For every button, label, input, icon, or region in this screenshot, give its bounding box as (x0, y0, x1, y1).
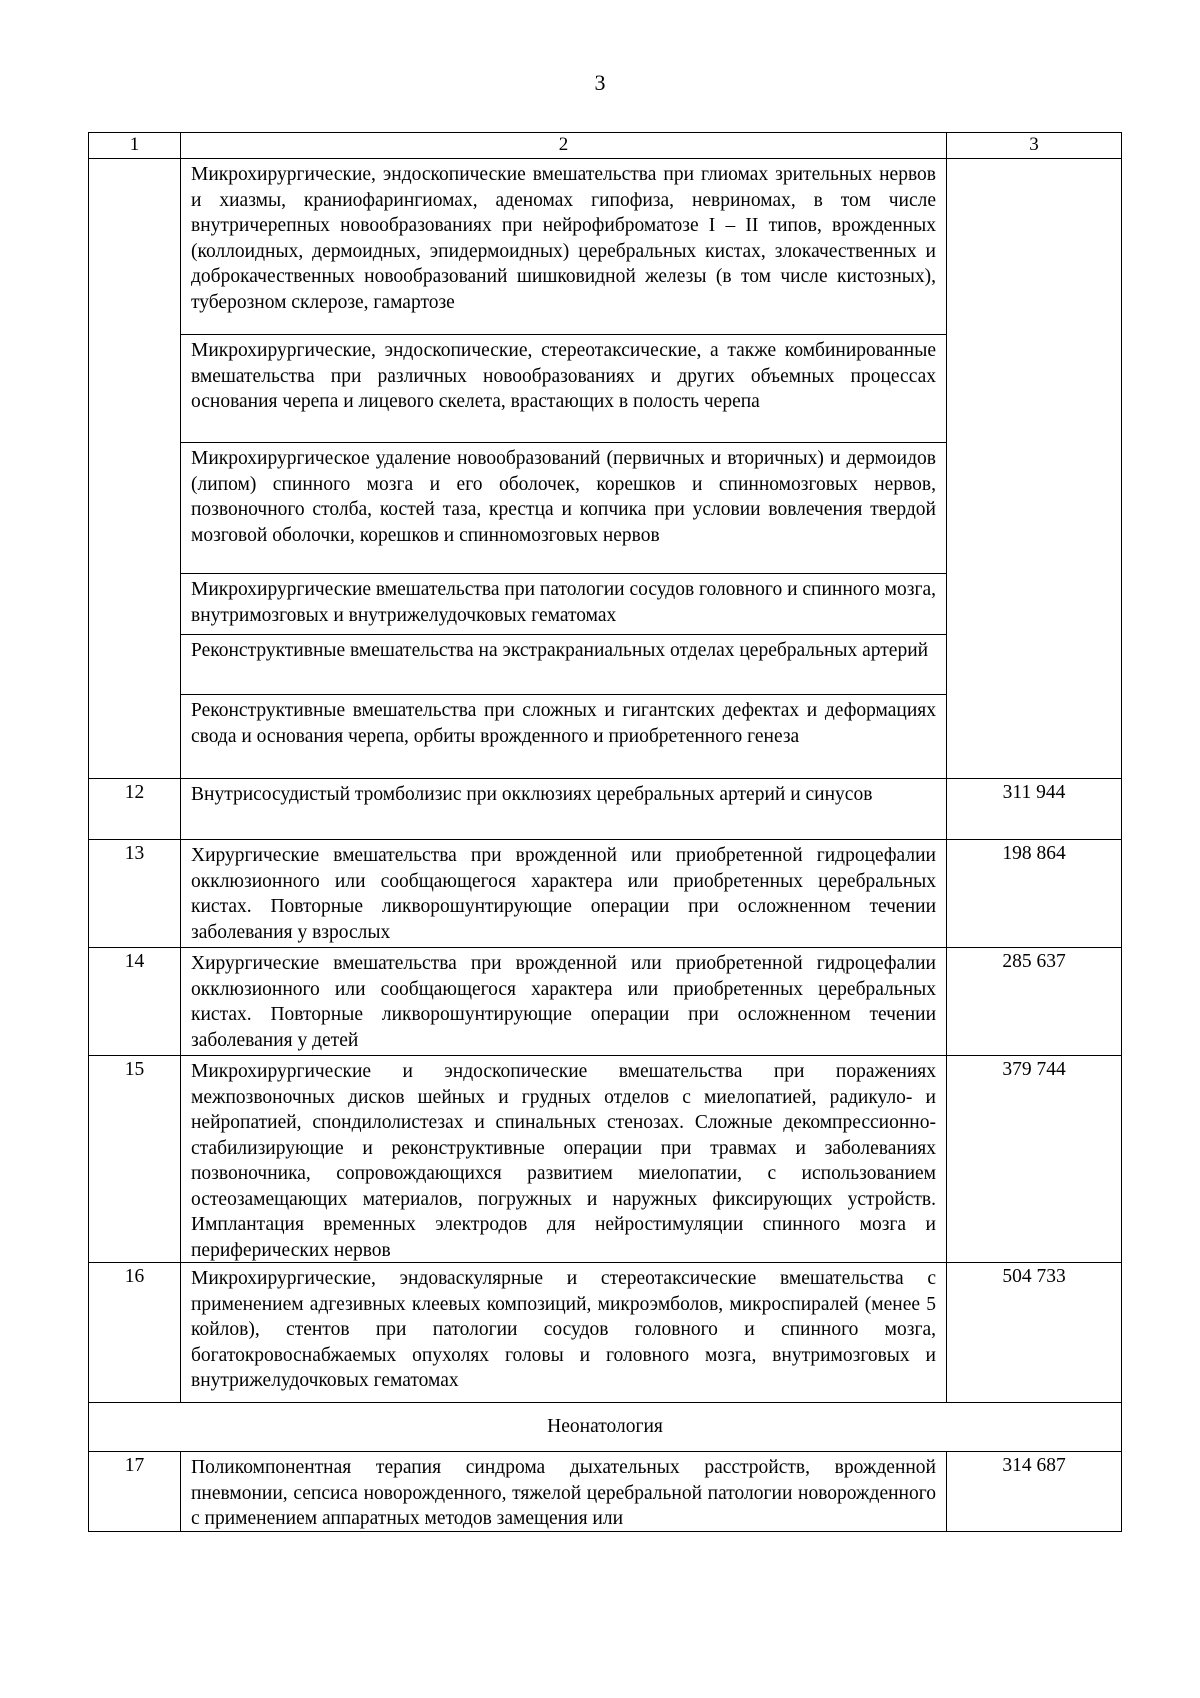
continued-num-cell (89, 159, 181, 779)
table-header-row (89, 133, 1122, 159)
row-sum: 285 637 (947, 948, 1122, 1056)
row-text: Хирургические вмешательства при врожденной или приобретенной гидроцефалии окклюзионного или сообщающегося характера или приобретенных церебральных кистах. Повторные ликворошунтирующие операции при осложненном течении заболевания у взрослых (191, 845, 936, 943)
row-sum: 198 864 (947, 840, 1122, 948)
table-row (89, 779, 1122, 840)
continued-item-5: Реконструктивные вмешательства на экстракраниальных отделах церебральных артерий (181, 635, 946, 695)
row-sum: 314 687 (947, 1452, 1122, 1532)
continued-item-4: Микрохирургические вмешательства при патологии сосудов головного и спинного мозга, внутримозговых и внутрижелудочковых гематомах (181, 574, 946, 635)
row-sum: 379 744 (947, 1056, 1122, 1263)
table-row (89, 1056, 1122, 1263)
table-row (89, 948, 1122, 1056)
continued-item-3: Микрохирургическое удаление новообразований (первичных и вторичных) и дермоидов (липом) спинного мозга и его оболочек, корешков и спинномозговых нервов, позвоночного столба, костей таза, крестца и копчика при условии вовлечения твердой мозговой оболочки, корешков и спинномозговых нервов (181, 443, 946, 574)
column-header-2: 2 (181, 133, 947, 159)
row-number: 15 (89, 1056, 181, 1263)
row-text: Хирургические вмешательства при врожденной или приобретенной гидроцефалии окклюзионного или сообщающегося характера или приобретенных церебральных кистах. Повторные ликворошунтирующие операции при осложненном течении заболевания у детей (191, 953, 936, 1051)
continued-item-1: Микрохирургические, эндоскопические вмешательства при глиомах зрительных нервов и хиазмы, краниофарингиомах, аденомах гипофиза, невриномах, в том числе внутричерепных новообразованиях при нейрофиброматозе I – II типов, врожденных (коллоидных, дермоидных, эпидермоидных) церебральных кистах, злокачественных и доброкачественных новообразований шишковидной железы (в том числе кистозных), туберозном склерозе, гамартозе (181, 159, 946, 335)
row-number: 12 (89, 779, 181, 840)
table-row (89, 1452, 1122, 1532)
continued-row (89, 159, 1122, 779)
continued-item-6: Реконструктивные вмешательства при сложных и гигантских дефектах и деформациях свода и основания черепа, орбиты врожденного и приобретенного генеза (191, 700, 936, 747)
row-number: 13 (89, 840, 181, 948)
row-text: Микрохирургические и эндоскопические вмешательства при поражениях межпозвоночных дисков шейных и грудных отделов с миелопатией, радикуло- и нейропатией, спондилолистезах и спинальных стенозах. Сложные декомпрессионно-стабилизирующие и реконструктивные операции при травмах и заболеваниях позвоночника, сопровождающихся развитием миелопатии, с использованием остеозамещающих материалов, погружных и наружных фиксирующих устройств. Имплантация временных электродов для нейростимуляции спинного мозга и периферических нервов (191, 1061, 936, 1261)
tariff-table (88, 132, 1122, 1532)
section-row (89, 1403, 1122, 1452)
continued-text-cell (181, 159, 947, 779)
row-number: 14 (89, 948, 181, 1056)
table-row (89, 840, 1122, 948)
section-title: Неонатология (89, 1403, 1122, 1452)
row-sum: 504 733 (947, 1263, 1122, 1403)
row-text: Поликомпонентная терапия синдрома дыхательных расстройств, врожденной пневмонии, сепсиса новорожденного, тяжелой церебральной патологии новорожденного с применением аппаратных методов замещения или (191, 1457, 936, 1529)
column-header-1: 1 (89, 133, 181, 159)
row-number: 17 (89, 1452, 181, 1532)
continued-sum-cell (947, 159, 1122, 779)
row-number: 16 (89, 1263, 181, 1403)
table-row (89, 1263, 1122, 1403)
row-text: Микрохирургические, эндоваскулярные и стереотаксические вмешательства с применением адгезивных клеевых композиций, микроэмболов, микроспиралей (менее 5 койлов), стентов при патологии сосудов головного и спинного мозга, богатокровоснабжаемых опухолях головы и головного мозга, внутримозговых и внутрижелудочковых гематомах (191, 1268, 936, 1391)
page-number: 3 (594, 70, 606, 95)
column-header-3: 3 (947, 133, 1122, 159)
row-sum: 311 944 (947, 779, 1122, 840)
row-text: Внутрисосудистый тромболизис при окклюзиях церебральных артерий и синусов (191, 784, 873, 805)
continued-item-2: Микрохирургические, эндоскопические, стереотаксические, а также комбинированные вмешательства при различных новообразованиях и других объемных процессах основания черепа и лицевого скелета, врастающих в полость черепа (181, 335, 946, 443)
